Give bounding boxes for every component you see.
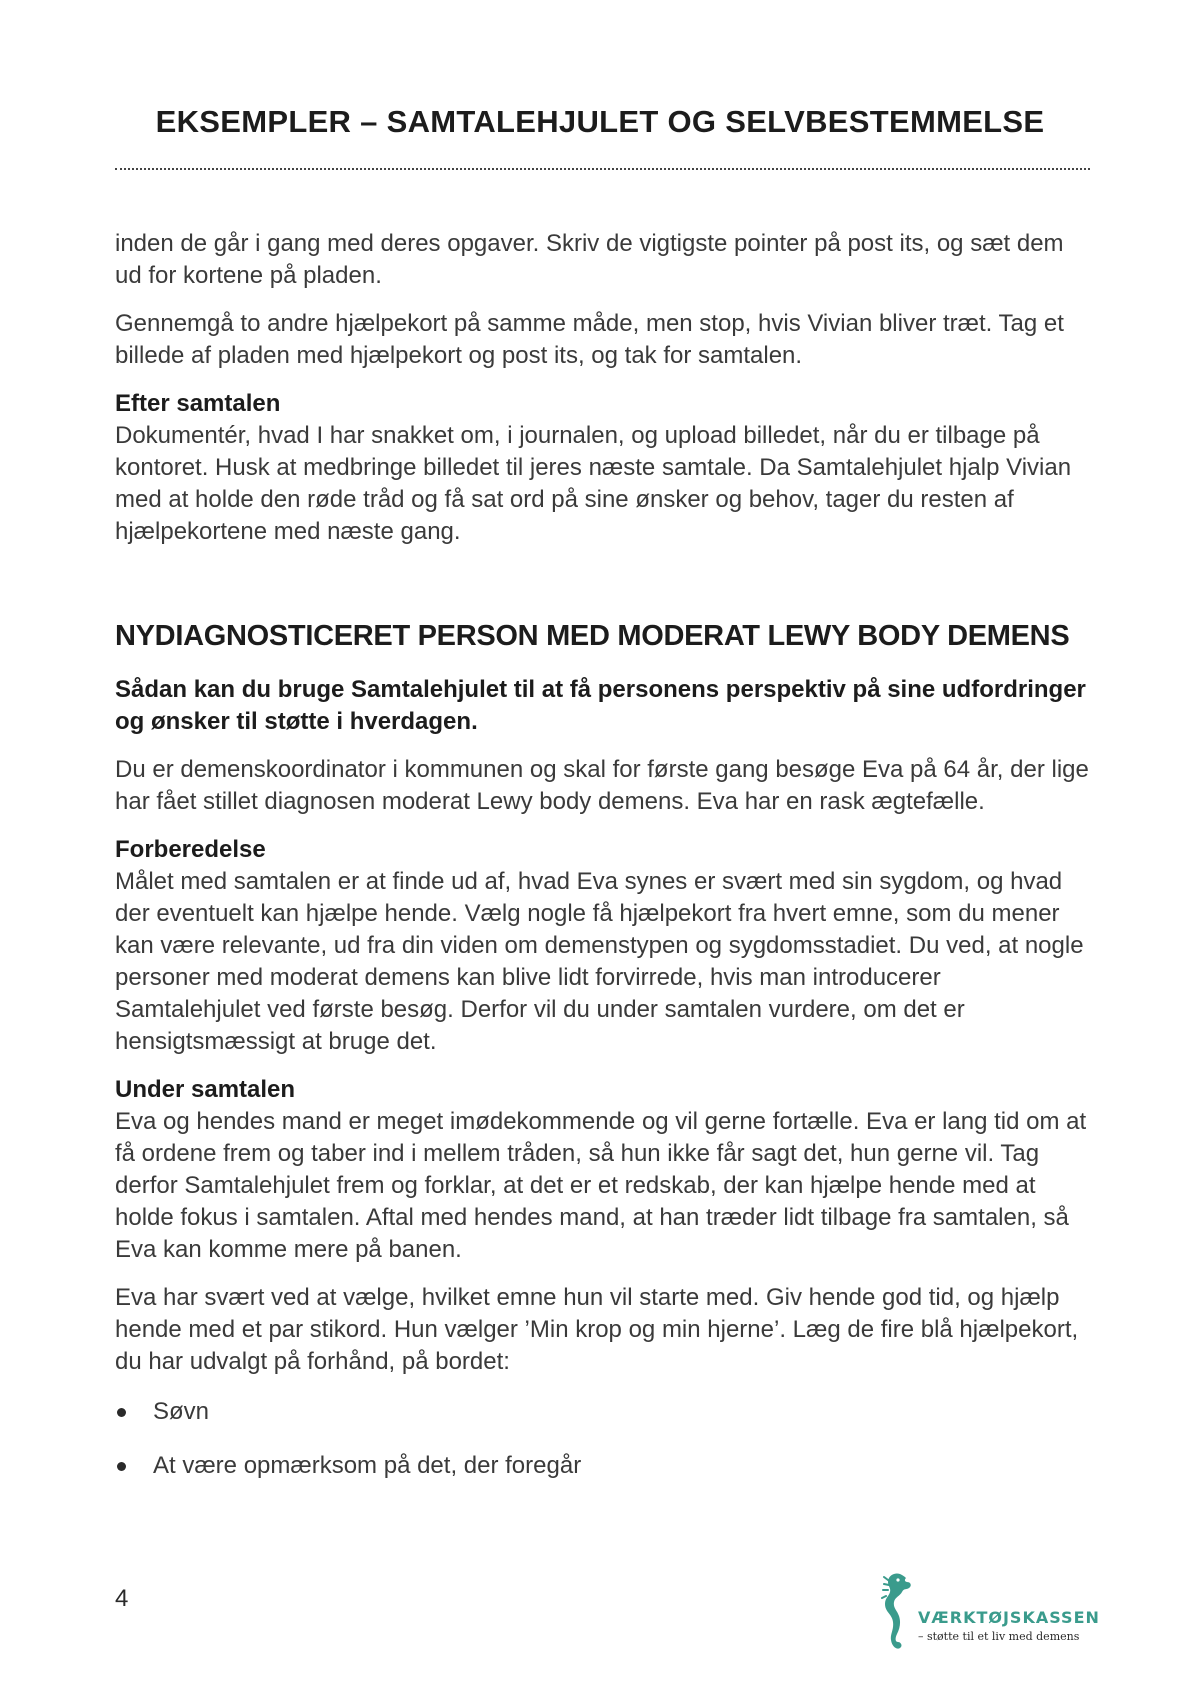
- preparation-block: [115, 834, 1090, 1058]
- list-item-label: Søvn: [153, 1398, 210, 1425]
- intro-paragraph: Du er demenskoordinator i kommunen og skal for første gang besøge Eva på 64 år, der lige har fået stillet diagnosen moderat Lewy body demens. Eva har en rask ægtefælle.: [115, 756, 1089, 815]
- main-content: [115, 228, 1090, 1504]
- lead-paragraph: Sådan kan du bruge Samtalehjulet til at få personens perspektiv på sine udfordringer og ønsker til støtte i hverdagen.: [115, 676, 1086, 735]
- list-item-label: At være opmærksom på det, der foregår: [153, 1452, 582, 1479]
- during-conversation-text: Eva og hendes mand er meget imødekommende og vil gerne fortælle. Eva er lang tid om at få ordene frem og taber ind i mellem tråden, så hun ikke får sagt det, hun gerne vil. Tag derfor Samtalehjulet frem og forklar, at det er et redskab, der kan hjælpe hende med at holde fokus i samtalen. Aftal med hendes mand, at han træder lidt tilbage fra samtalen, så Eva kan komme mere på banen.: [115, 1108, 1087, 1263]
- after-conversation-heading: Efter samtalen: [115, 390, 281, 417]
- bullet-icon: [117, 1462, 126, 1471]
- header-dotted-divider: [115, 168, 1090, 170]
- paragraph-continuation: inden de går i gang med deres opgaver. Skriv de vigtigste pointer på post its, og sæt dem ud for kortene på pladen.: [115, 230, 1064, 289]
- during-conversation-block: [115, 1074, 1090, 1266]
- list-item: [115, 1396, 1090, 1428]
- after-conversation-block: [115, 388, 1090, 548]
- page-header-title: EKSEMPLER – SAMTALEHJULET OG SELVBESTEMMELSE: [155, 104, 1045, 139]
- seahorse-icon: [876, 1568, 916, 1658]
- section-title: NYDIAGNOSTICERET PERSON MED MODERAT LEWY BODY DEMENS: [115, 620, 1070, 652]
- bullet-icon: [117, 1408, 126, 1417]
- vaerktojskassen-logo: [876, 1568, 1100, 1658]
- page-number: 4: [115, 1585, 129, 1612]
- topic-choice-paragraph: Eva har svært ved at vælge, hvilket emne hun vil starte med. Giv hende god tid, og hjælp hende med et par stikord. Hun vælger ’Min krop og min hjerne’. Læg de fire blå hjælpekort, du har udvalgt på forhånd, på bordet:: [115, 1284, 1079, 1375]
- preparation-text: Målet med samtalen er at finde ud af, hvad Eva synes er svært med sin sygdom, og hvad der eventuelt kan hjælpe hende. Vælg nogle få hjælpekort fra hvert emne, som du mener kan være relevante, ud fra din viden om demenstypen og sygdomsstadiet. Du ved, at nogle personer med moderat demens kan blive lidt forvirrede, hvis man introducerer Samtalehjulet ved første besøg. Derfor vil du under samtalen vurdere, om det er hensigtsmæssigt at bruge det.: [115, 868, 1084, 1055]
- during-conversation-heading: Under samtalen: [115, 1076, 296, 1103]
- help-card-list: [115, 1396, 1090, 1482]
- paragraph-review-cards: Gennemgå to andre hjælpekort på samme måde, men stop, hvis Vivian bliver træt. Tag et billede af pladen med hjælpekort og post its, og tak for samtalen.: [115, 310, 1064, 369]
- logo-tagline: – støtte til et liv med demens: [918, 1630, 1080, 1643]
- after-conversation-text: Dokumentér, hvad I har snakket om, i journalen, og upload billedet, når du er tilbage på kontoret. Husk at medbringe billedet til jeres næste samtale. Da Samtalehjulet hjalp Vivian med at holde den røde tråd og få sat ord på sine ønsker og behov, tager du resten af hjælpekortene med næste gang.: [115, 422, 1072, 545]
- list-item: [115, 1450, 1090, 1482]
- preparation-heading: Forberedelse: [115, 836, 266, 863]
- logo-name: VÆRKTØJSKASSEN: [918, 1608, 1100, 1627]
